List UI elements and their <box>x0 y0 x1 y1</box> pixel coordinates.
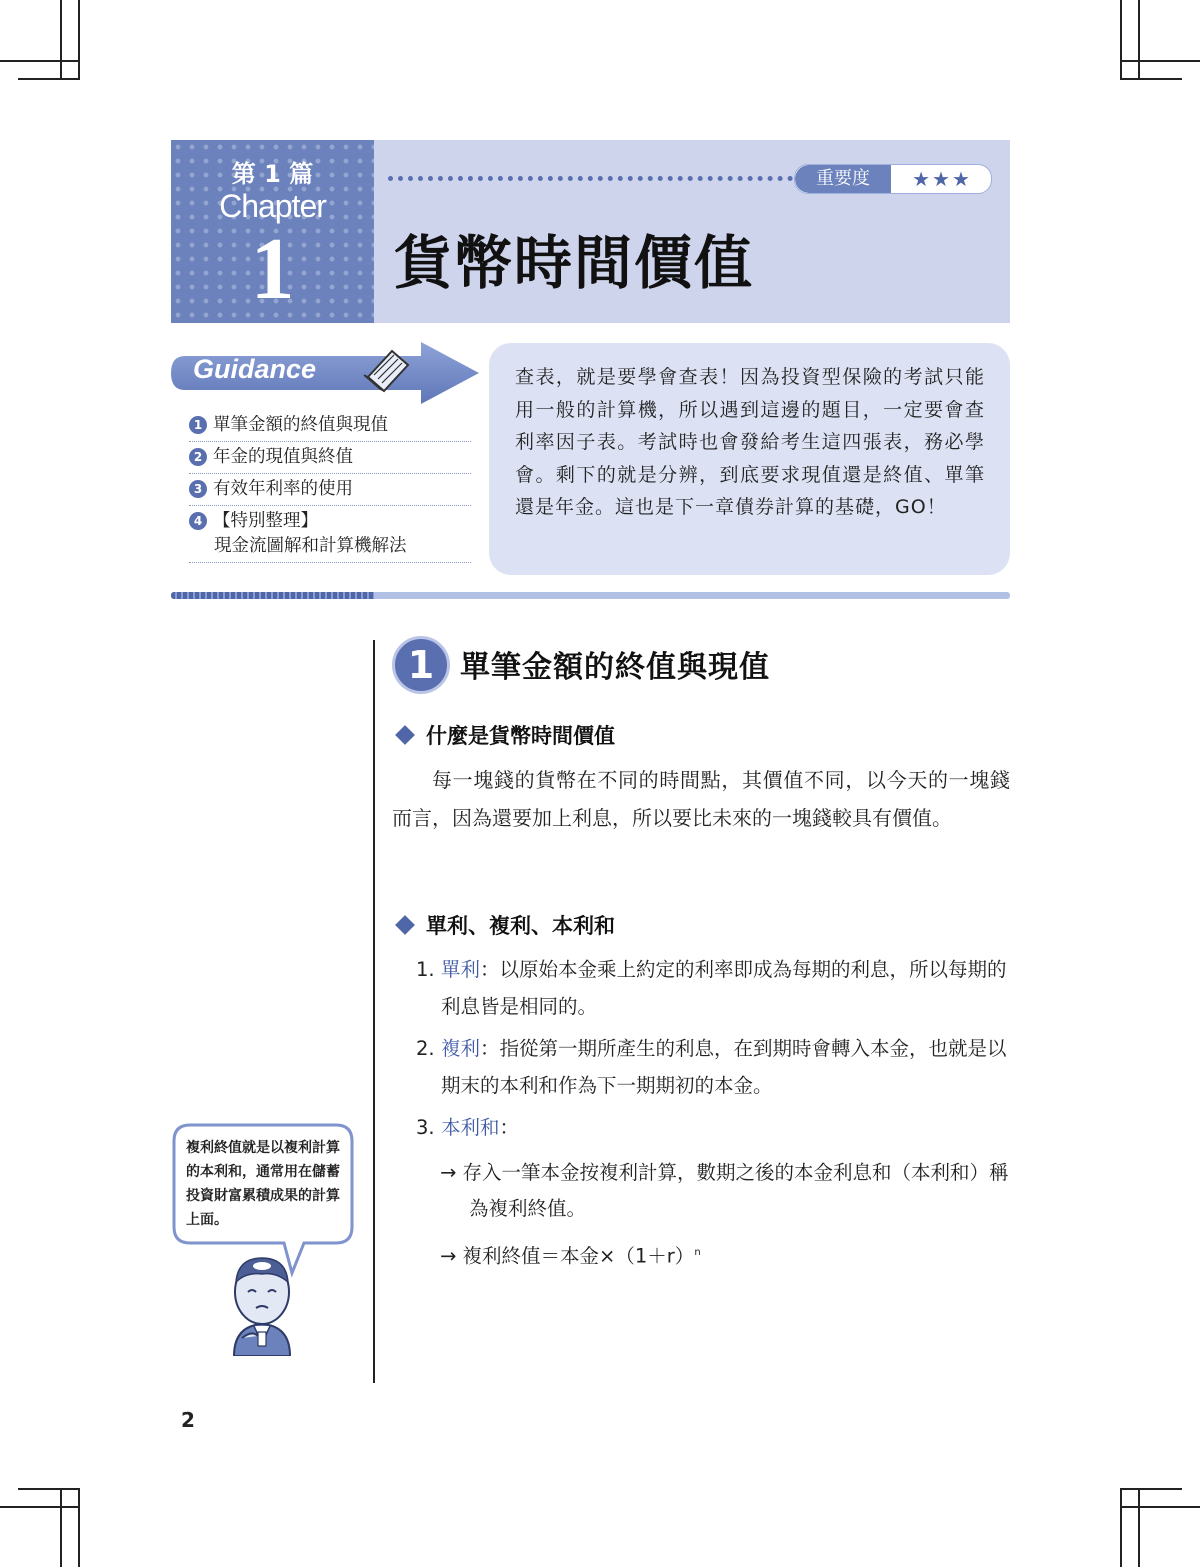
list-body <box>416 1031 1010 1104</box>
mascot-character-icon <box>224 1252 300 1356</box>
crop-mark <box>0 60 80 62</box>
intro-box <box>489 343 1010 575</box>
margin-rule <box>373 640 375 1383</box>
crop-mark <box>60 1488 62 1567</box>
list-text: ：以原始本金乘上約定的利率即成為每期的利息，所以每期的利息皆是相同的。 <box>441 958 1007 1018</box>
guidance-item <box>189 506 471 563</box>
crop-mark <box>0 1506 80 1508</box>
crop-mark <box>1120 60 1200 62</box>
term: 本利和 <box>441 1116 500 1139</box>
list-item <box>416 1110 1010 1147</box>
subheading <box>394 910 615 940</box>
section-title: 單筆金額的終值與現值 <box>460 650 770 685</box>
list-body <box>416 952 1010 1025</box>
term: 單利 <box>441 958 481 981</box>
section-number: 1 <box>392 636 450 694</box>
subheading-text: 單利、複利、本利和 <box>426 914 615 938</box>
importance-badge <box>794 164 992 194</box>
crop-mark <box>1120 1506 1200 1508</box>
formula-text: → 複利終值＝本金×（1＋r） <box>440 1244 695 1268</box>
crop-mark <box>60 0 62 80</box>
crop-mark <box>1120 78 1182 80</box>
list-text: ：指從第一期所產生的利息，在到期時會轉入本金，也就是以期末的本利和作為下一期期初的本金。 <box>441 1037 1007 1097</box>
guidance-item-subtext: 現金流圖解和計算機解法 <box>214 536 407 556</box>
dotted-rule <box>388 176 793 181</box>
list-number: 2. <box>416 1037 435 1060</box>
page-number: 2 <box>181 1408 195 1432</box>
guidance-item-text: 【特別整理】 <box>213 511 318 531</box>
number-badge: 2 <box>189 448 207 466</box>
list-number: 1. <box>416 958 435 981</box>
crop-mark <box>78 0 80 80</box>
arrow-point <box>440 1155 1010 1227</box>
guidance-item-text: 有效年利率的使用 <box>213 479 353 499</box>
list-body <box>416 1110 1010 1147</box>
number-badge: 3 <box>189 480 207 498</box>
section-divider-accent <box>171 592 374 599</box>
guidance-item <box>189 410 471 442</box>
book-icon <box>362 347 412 393</box>
crop-mark <box>78 1488 80 1567</box>
crop-mark <box>1120 1488 1122 1567</box>
side-note: 複利終值就是以複利計算的本利和，通常用在儲蓄投資財富累積成果的計算上面。 <box>186 1140 340 1228</box>
crop-mark <box>18 78 80 80</box>
chapter-label: 第 1 篇 <box>231 160 314 188</box>
chapter-badge <box>171 140 374 323</box>
diamond-icon <box>395 725 415 745</box>
guidance-list <box>189 410 471 563</box>
guidance-item-text: 年金的現值與終值 <box>213 447 353 467</box>
importance-stars: ★★★ <box>912 167 972 191</box>
chapter-title: 貨幣時間價值 <box>394 229 755 297</box>
crop-mark <box>1120 1488 1182 1490</box>
diamond-icon <box>395 915 415 935</box>
subheading-text: 什麼是貨幣時間價值 <box>426 724 615 748</box>
list-item <box>416 952 1010 1025</box>
crop-mark <box>1138 0 1140 80</box>
list-number: 3. <box>416 1116 435 1139</box>
subheading <box>394 720 615 750</box>
paragraph: 每一塊錢的貨幣在不同的時間點，其價值不同，以今天的一塊錢而言，因為還要加上利息，所以要比未來的一塊錢較具有價值。 <box>392 768 1010 830</box>
crop-mark <box>18 1488 80 1490</box>
term: 複利 <box>441 1037 481 1060</box>
importance-label: 重要度 <box>795 165 891 193</box>
list-item <box>416 1031 1010 1104</box>
guidance-heading: Guidance <box>193 354 317 384</box>
chapter-title-panel <box>374 140 1010 323</box>
formula-exponent: n <box>694 1247 701 1258</box>
guidance-item <box>189 474 471 506</box>
chapter-number: 1 <box>250 221 295 318</box>
guidance-item <box>189 442 471 474</box>
guidance-item-text: 單筆金額的終值與現值 <box>213 415 388 435</box>
crop-mark <box>1138 1488 1140 1567</box>
number-badge: 4 <box>189 512 207 530</box>
intro-text: 查表，就是要學會查表！因為投資型保險的考試只能用一般的計算機，所以遇到這邊的題目，一定要會查利率因子表。考試時也會發給考生這四張表，務必學會。剩下的就是分辨，到底要求現值還是終值、單筆還是年金。這也是下一章債券計算的基礎，GO！ <box>515 366 985 518</box>
arrow-text: → 存入一筆本金按複利計算，數期之後的本金利息和（本利和）稱為複利終值。 <box>440 1161 1009 1220</box>
list-text: ： <box>499 1116 520 1139</box>
chapter-word: Chapter <box>219 188 326 224</box>
number-badge: 1 <box>189 416 207 434</box>
crop-mark <box>1120 0 1122 80</box>
formula <box>440 1235 1010 1275</box>
